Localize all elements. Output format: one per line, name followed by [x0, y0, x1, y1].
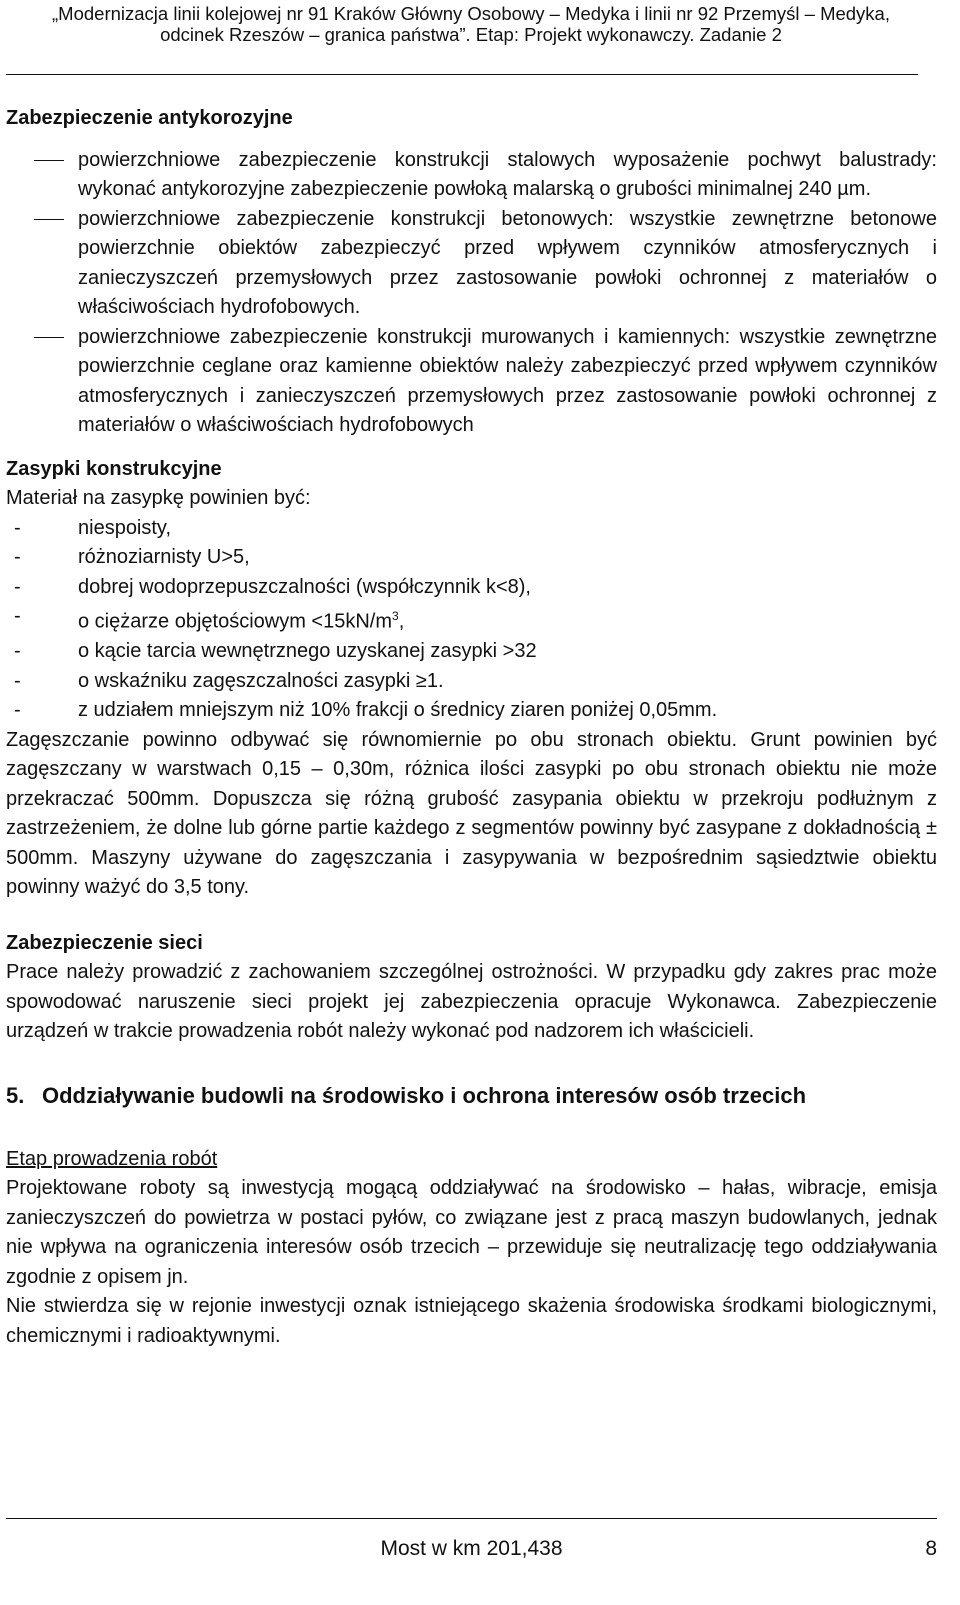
list-item: - z udziałem mniejszym niż 10% frakcji o średnicy ziaren poniżej 0,05mm.	[14, 699, 718, 722]
list-item-text: powierzchniowe zabezpieczenie konstrukcji murowanych i kamiennych: wszystkie zewnętrzne powierzchnie ceglane oraz kamienne obiektów należy zabezpieczyć przed wpływem czynników atmosferycznych i zanieczyszczeń przemysłowych przez zastosowanie powłoki ochronnej z materiałów o właściwościach hydrofobowych	[78, 325, 937, 436]
list-item: - różnoziarnisty U>5,	[14, 546, 250, 568]
footer-rule	[6, 1518, 937, 1519]
header-line-2: odcinek Rzeszów – granica państwa”. Etap: Projekt wykonawczy. Zadanie 2	[160, 24, 782, 45]
backfill-paragraph: Zagęszczanie powinno odbywać się równomiernie po obu stronach obiektu. Grunt powinien być zagęszczany w warstwach 0,15 – 0,30m, różnica ilości zasypki po obu stronach obiektu nie może przekraczać 500mm. Dopuszcza się różną grubość zasypania obiektu w przekroju podłużnym z zastrzeżeniem, że dolne lub górne partie każdego z segmentów powinny być zasypane z dokładnością ± 500mm. Maszyny używane do zagęszczania i zasypywania w bezpośrednim sąsiedztwie obiektu powinny ważyć do 3,5 tony.	[6, 728, 937, 899]
list-item	[6, 146, 937, 205]
page-number: 8	[925, 1537, 937, 1560]
dash-bullet	[34, 219, 64, 220]
footer-title: Most w km 201,438	[380, 1537, 563, 1560]
document-body	[6, 104, 937, 1351]
page	[6, 0, 936, 45]
network-paragraph: Prace należy prowadzić z zachowaniem szczególnej ostrożności. W przypadku gdy zakres prac może spowodować naruszenie sieci projekt jej zabezpieczenia opracuje Wykonawca. Zabezpieczenie urządzeń w trakcie prowadzenia robót należy wykonać pod nadzorem ich właścicieli.	[6, 961, 937, 1043]
section-title-backfill: Zasypki konstrukcyjne	[6, 457, 222, 480]
environment-paragraph-1: Projektowane roboty są inwestycją mogącą oddziaływać na środowisko – hałas, wibracje, emisja zanieczyszczeń do powietrza w postaci pyłów, co związane jest z pracą maszyn budowlanych, jednak nie wpływa na ograniczenia interesów osób trzecich – przewiduje się neutralizację tego oddziaływania zgodnie z opisem jn.	[6, 1177, 937, 1288]
list-item-text: powierzchniowe zabezpieczenie konstrukcji stalowych wyposażenie pochwyt balustrady: wykonać antykorozyjne zabezpieczenie powłoką malarską o grubości minimalnej 240 µm.	[78, 148, 937, 200]
list-item-text: powierzchniowe zabezpieczenie konstrukcji betonowych: wszystkie zewnętrzne betonowe powierzchnie obiektów zabezpieczyć przed wpływem czynników atmosferycznych i zanieczyszczeń przemysłowych przez zastosowanie powłoki ochronnej z materiałów o właściwościach hydrofobowych.	[78, 207, 937, 318]
list-item: - o ciężarze objętościowym $<15kN/m^3$,	[14, 605, 405, 633]
header-line-1: „Modernizacja linii kolejowej nr 91 Kraków Główny Osobowy – Medyka i linii nr 92 Przemyśl – Medyka,	[52, 3, 890, 24]
page-header	[6, 3, 936, 45]
list-item	[6, 205, 937, 323]
list-item	[6, 323, 937, 441]
section-heading-5	[6, 1081, 937, 1111]
dash-bullet	[34, 160, 64, 161]
list-item: - dobrej wodoprzepuszczalności (współczynnik k<8),	[14, 575, 531, 598]
backfill-intro: Materiał na zasypkę powinien być:	[6, 487, 311, 509]
dash-bullet	[34, 337, 64, 338]
environment-paragraph-2: Nie stwierdza się w rejonie inwestycji oznak istniejącego skażenia środowiska środkami biologicznymi, chemicznymi i radioaktywnymi.	[6, 1295, 937, 1347]
header-rule	[6, 74, 918, 75]
section-title-network: Zabezpieczenie sieci	[6, 931, 203, 954]
list-item: - niespoisty,	[14, 516, 172, 539]
subsection-title: Etap prowadzenia robót	[6, 1147, 218, 1170]
section-title-anticorrosion: Zabezpieczenie antykorozyjne	[6, 107, 293, 129]
list-item: - o kącie tarcia wewnętrznego uzyskanej zasypki >32	[14, 640, 537, 663]
section-title: Oddziaływanie budowli na środowisko i ochrona interesów osób trzecich	[42, 1082, 807, 1108]
section-number: 5.	[6, 1082, 25, 1108]
list-item: - o wskaźniku zagęszczalności zasypki ≥1.	[14, 669, 444, 692]
